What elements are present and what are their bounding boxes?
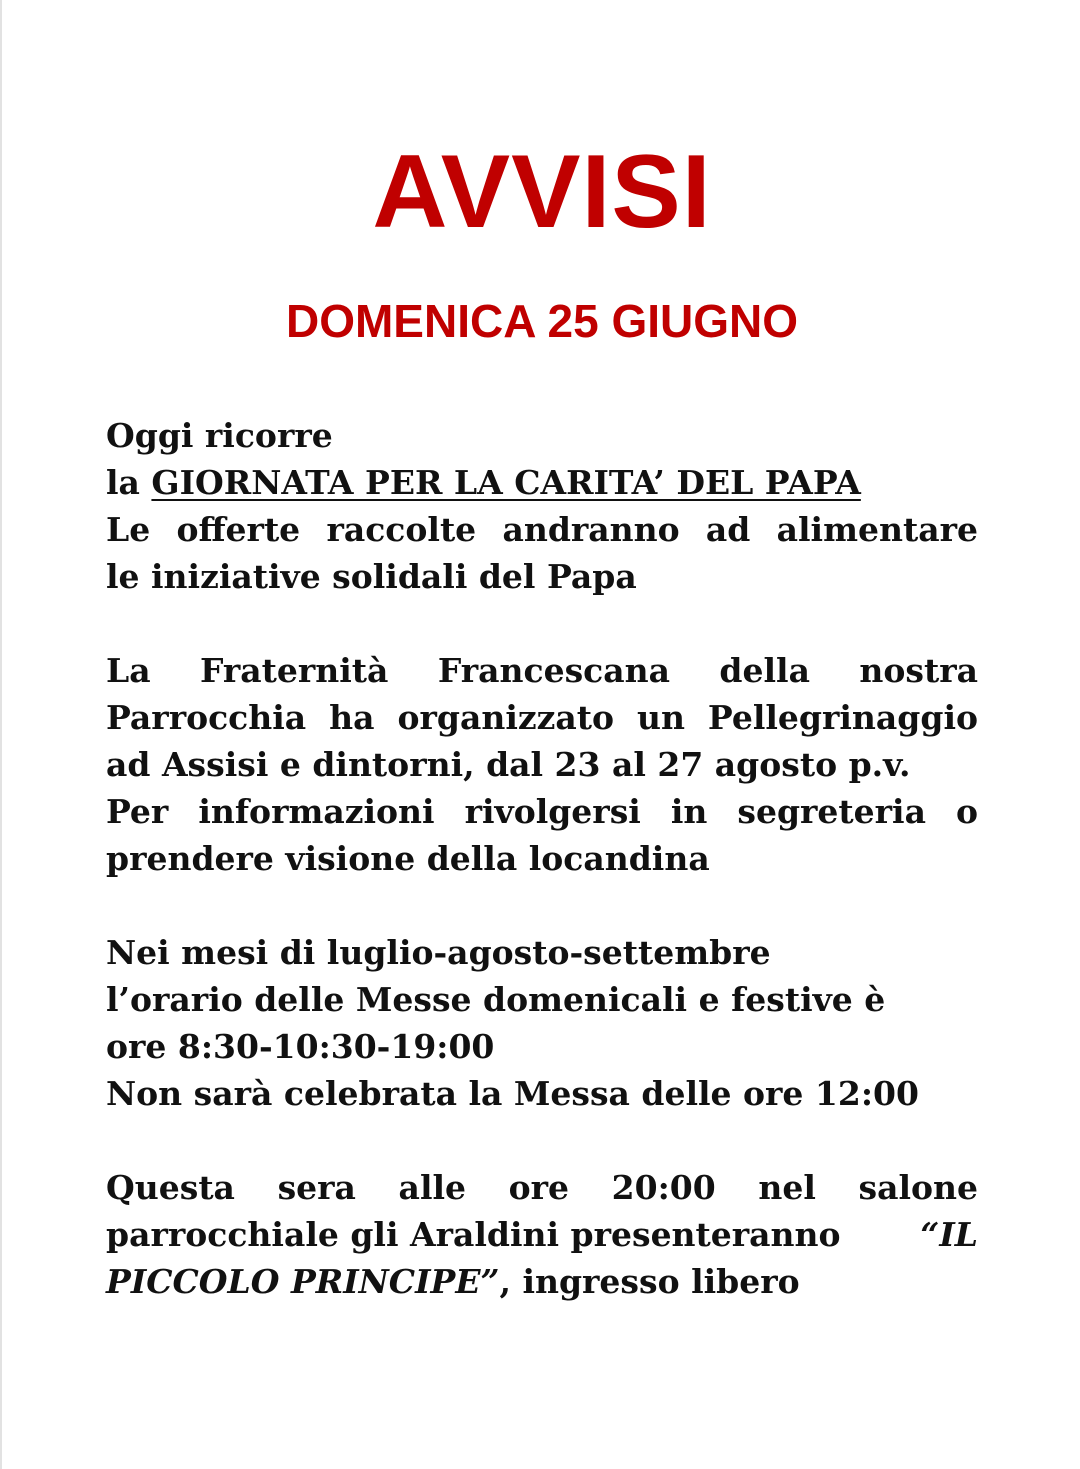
notice-line [106,1258,978,1305]
notice-line: Parrocchia ha organizzato un Pellegrinaggio [106,698,978,737]
notice-line: Le offerte raccolte andranno ad alimentare [106,510,978,549]
notice-line: Per informazioni rivolgersi in segreteria o [106,792,978,831]
notice-line: Nei mesi di luglio-agosto-settembre [106,933,771,972]
page-subtitle-date: DOMENICA 25 GIUGNO [285,295,799,347]
notice-line: Questa sera alle ore 20:00 nel salone [106,1168,978,1207]
notice-line: ad Assisi e dintorni, dal 23 al 27 agosto p.v. [106,745,911,784]
notice-line [106,459,978,506]
notice-line: La Fraternità Francescana della nostra [106,651,978,690]
notice-pellegrinaggio [106,647,978,882]
notice-text: , ingresso libero [499,1262,800,1301]
show-title-part: “IL [920,1215,978,1254]
notices-body [106,412,978,1352]
notice-line: le iniziative solidali del Papa [106,557,637,596]
page-title: AVVISI [372,134,712,250]
notice-text: parrocchiale gli Araldini presenteranno [106,1215,841,1254]
notice-line: ore 8:30-10:30-19:00 [106,1027,495,1066]
notice-piccolo-principe [106,1164,978,1305]
show-title-part: PICCOLO PRINCIPE” [106,1262,500,1301]
giornata-highlight: GIORNATA PER LA CARITA’ DEL PAPA [151,463,861,502]
notice-line: Non sarà celebrata la Messa delle ore 12:00 [106,1074,919,1113]
notice-line: Oggi ricorre [106,416,333,455]
notice-carita-del-papa [106,412,978,600]
notice-line: l’orario delle Messe domenicali e festive è [106,980,886,1019]
notice-line: prendere visione della locandina [106,839,710,878]
notice-orario-messe [106,929,978,1117]
notice-line [106,1211,978,1258]
notice-text: la [106,463,152,502]
